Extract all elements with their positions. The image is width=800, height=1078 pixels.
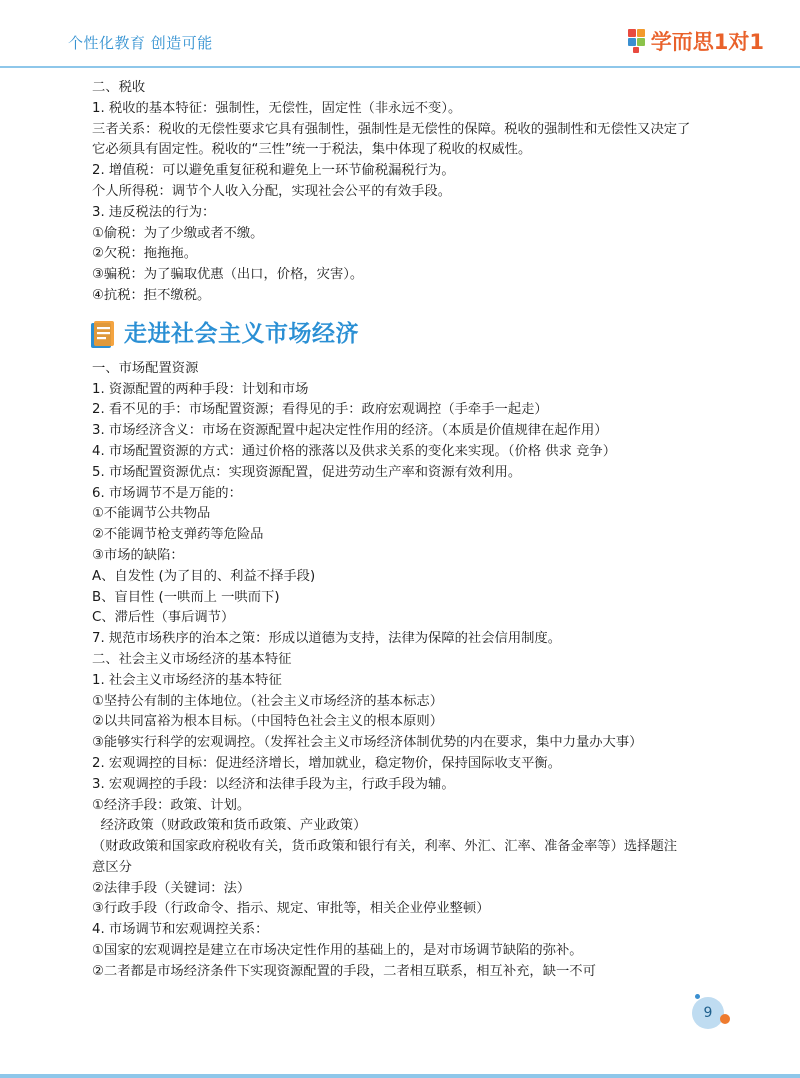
page-header: [0, 0, 800, 68]
text-line: 二、税收: [92, 80, 146, 95]
text-line: 7. 规范市场秩序的治本之策：形成以道德为支持，法律为保障的社会信用制度。: [92, 631, 562, 647]
text-line: ②二者都是市场经济条件下实现资源配置的手段，二者相互联系，相互补充，缺一不可: [92, 963, 596, 979]
text-line: ①不能调节公共物品: [92, 506, 211, 522]
brand-name: 学而思1对1: [650, 30, 764, 54]
text-line: 二、社会主义市场经济的基本特征: [92, 651, 292, 667]
text-line: 4. 市场配置资源的方式：通过价格的涨落以及供求关系的变化来实现。（价格 供求 竞争）: [92, 443, 616, 459]
text-line: ③市场的缺陷：: [92, 547, 184, 563]
document-list-icon: [90, 321, 114, 349]
section-heading: [90, 315, 732, 355]
text-line: 5. 市场配置资源优点：实现资源配置，促进劳动生产率和资源有效利用。: [92, 464, 522, 480]
text-line: ③行政手段（行政命令、指示、规定、审批等，相关企业停业整顿）: [92, 901, 490, 917]
text-line: C、滞后性（事后调节）: [92, 610, 235, 626]
text-line: 2. 宏观调控的目标：促进经济增长，增加就业，稳定物价，保持国际收支平衡。: [92, 755, 562, 771]
text-line: 三者关系：税收的无偿性要求它具有强制性，强制性是无偿性的保障。税收的强制性和无偿性又决定了: [92, 121, 691, 137]
brand-mark-icon: [627, 28, 647, 54]
text-line: 2. 看不见的手：市场配置资源；看得见的手：政府宏观调控（手牵手一起走）: [92, 402, 548, 418]
text-line: 3. 市场经济含义：市场在资源配置中起决定性作用的经济。（本质是价值规律在起作用）: [92, 423, 608, 439]
text-line: ②法律手段（关键词：法）: [92, 880, 251, 896]
page-content: [92, 78, 732, 983]
text-line: ①偷税：为了少缴或者不缴。: [92, 225, 264, 241]
brand-logo: [627, 26, 764, 56]
text-line: 1. 税收的基本特征：强制性，无偿性，固定性（非永远不变）。: [92, 100, 462, 116]
text-line: ②欠税：拖拖拖。: [92, 246, 197, 262]
text-line: A、自发性 (为了目的、利益不择手段): [92, 568, 316, 584]
text-line: 意区分: [92, 859, 132, 875]
text-line: 4. 市场调节和宏观调控关系：: [92, 922, 269, 938]
text-line: 2. 增值税：可以避免重复征税和避免上一环节偷税漏税行为。: [92, 163, 455, 179]
text-line: 3. 违反税法的行为：: [92, 204, 216, 220]
text-line: （财政政策和国家政府税收有关，货币政策和银行有关，利率、外汇、汇率、准备金率等）选择题注: [92, 839, 678, 855]
text-line: ③能够实行科学的宏观调控。（发挥社会主义市场经济体制优势的内在要求，集中力量办大事）: [92, 735, 643, 751]
header-divider: [0, 66, 800, 68]
text-line: 6. 市场调节不是万能的：: [92, 485, 242, 501]
text-line: B、盲目性 (一哄而上 一哄而下): [92, 589, 280, 605]
decor-dot: [720, 1014, 730, 1024]
market-section: [92, 359, 732, 983]
text-line: ①坚持公有制的主体地位。（社会主义市场经济的基本标志）: [92, 693, 443, 709]
text-line: ①国家的宏观调控是建立在市场决定性作用的基础上的，是对市场调节缺陷的弥补。: [92, 943, 583, 959]
text-line: ①经济手段：政策、计划。: [92, 797, 251, 813]
footer-divider: [0, 1074, 800, 1078]
text-line: 3. 宏观调控的手段：以经济和法律手段为主，行政手段为辅。: [92, 776, 455, 792]
text-line: 一、市场配置资源: [92, 360, 199, 376]
page-number: 9: [692, 997, 724, 1029]
text-line: ②不能调节枪支弹药等危险品: [92, 527, 264, 543]
text-line: ③骗税：为了骗取优惠（出口，价格，灾害）。: [92, 267, 364, 283]
section-title: 走进社会主义市场经济: [124, 321, 359, 348]
text-line: 它必须具有固定性。税收的“三性”统一于税法，集中体现了税收的权威性。: [92, 142, 532, 158]
text-line: ②以共同富裕为根本目标。（中国特色社会主义的根本原则）: [92, 714, 443, 730]
text-line: 个人所得税：调节个人收入分配，实现社会公平的有效手段。: [92, 183, 452, 199]
tax-section: [92, 78, 732, 307]
header-slogan: 个性化教育 创造可能: [68, 34, 213, 52]
text-line: 1. 资源配置的两种手段：计划和市场: [92, 381, 309, 397]
page-number-badge: [692, 997, 724, 1029]
text-line: ④抗税：拒不缴税。: [92, 287, 211, 303]
text-line: 经济政策（财政政策和货币政策、产业政策）: [92, 818, 367, 834]
text-line: 1. 社会主义市场经济的基本特征: [92, 672, 282, 688]
